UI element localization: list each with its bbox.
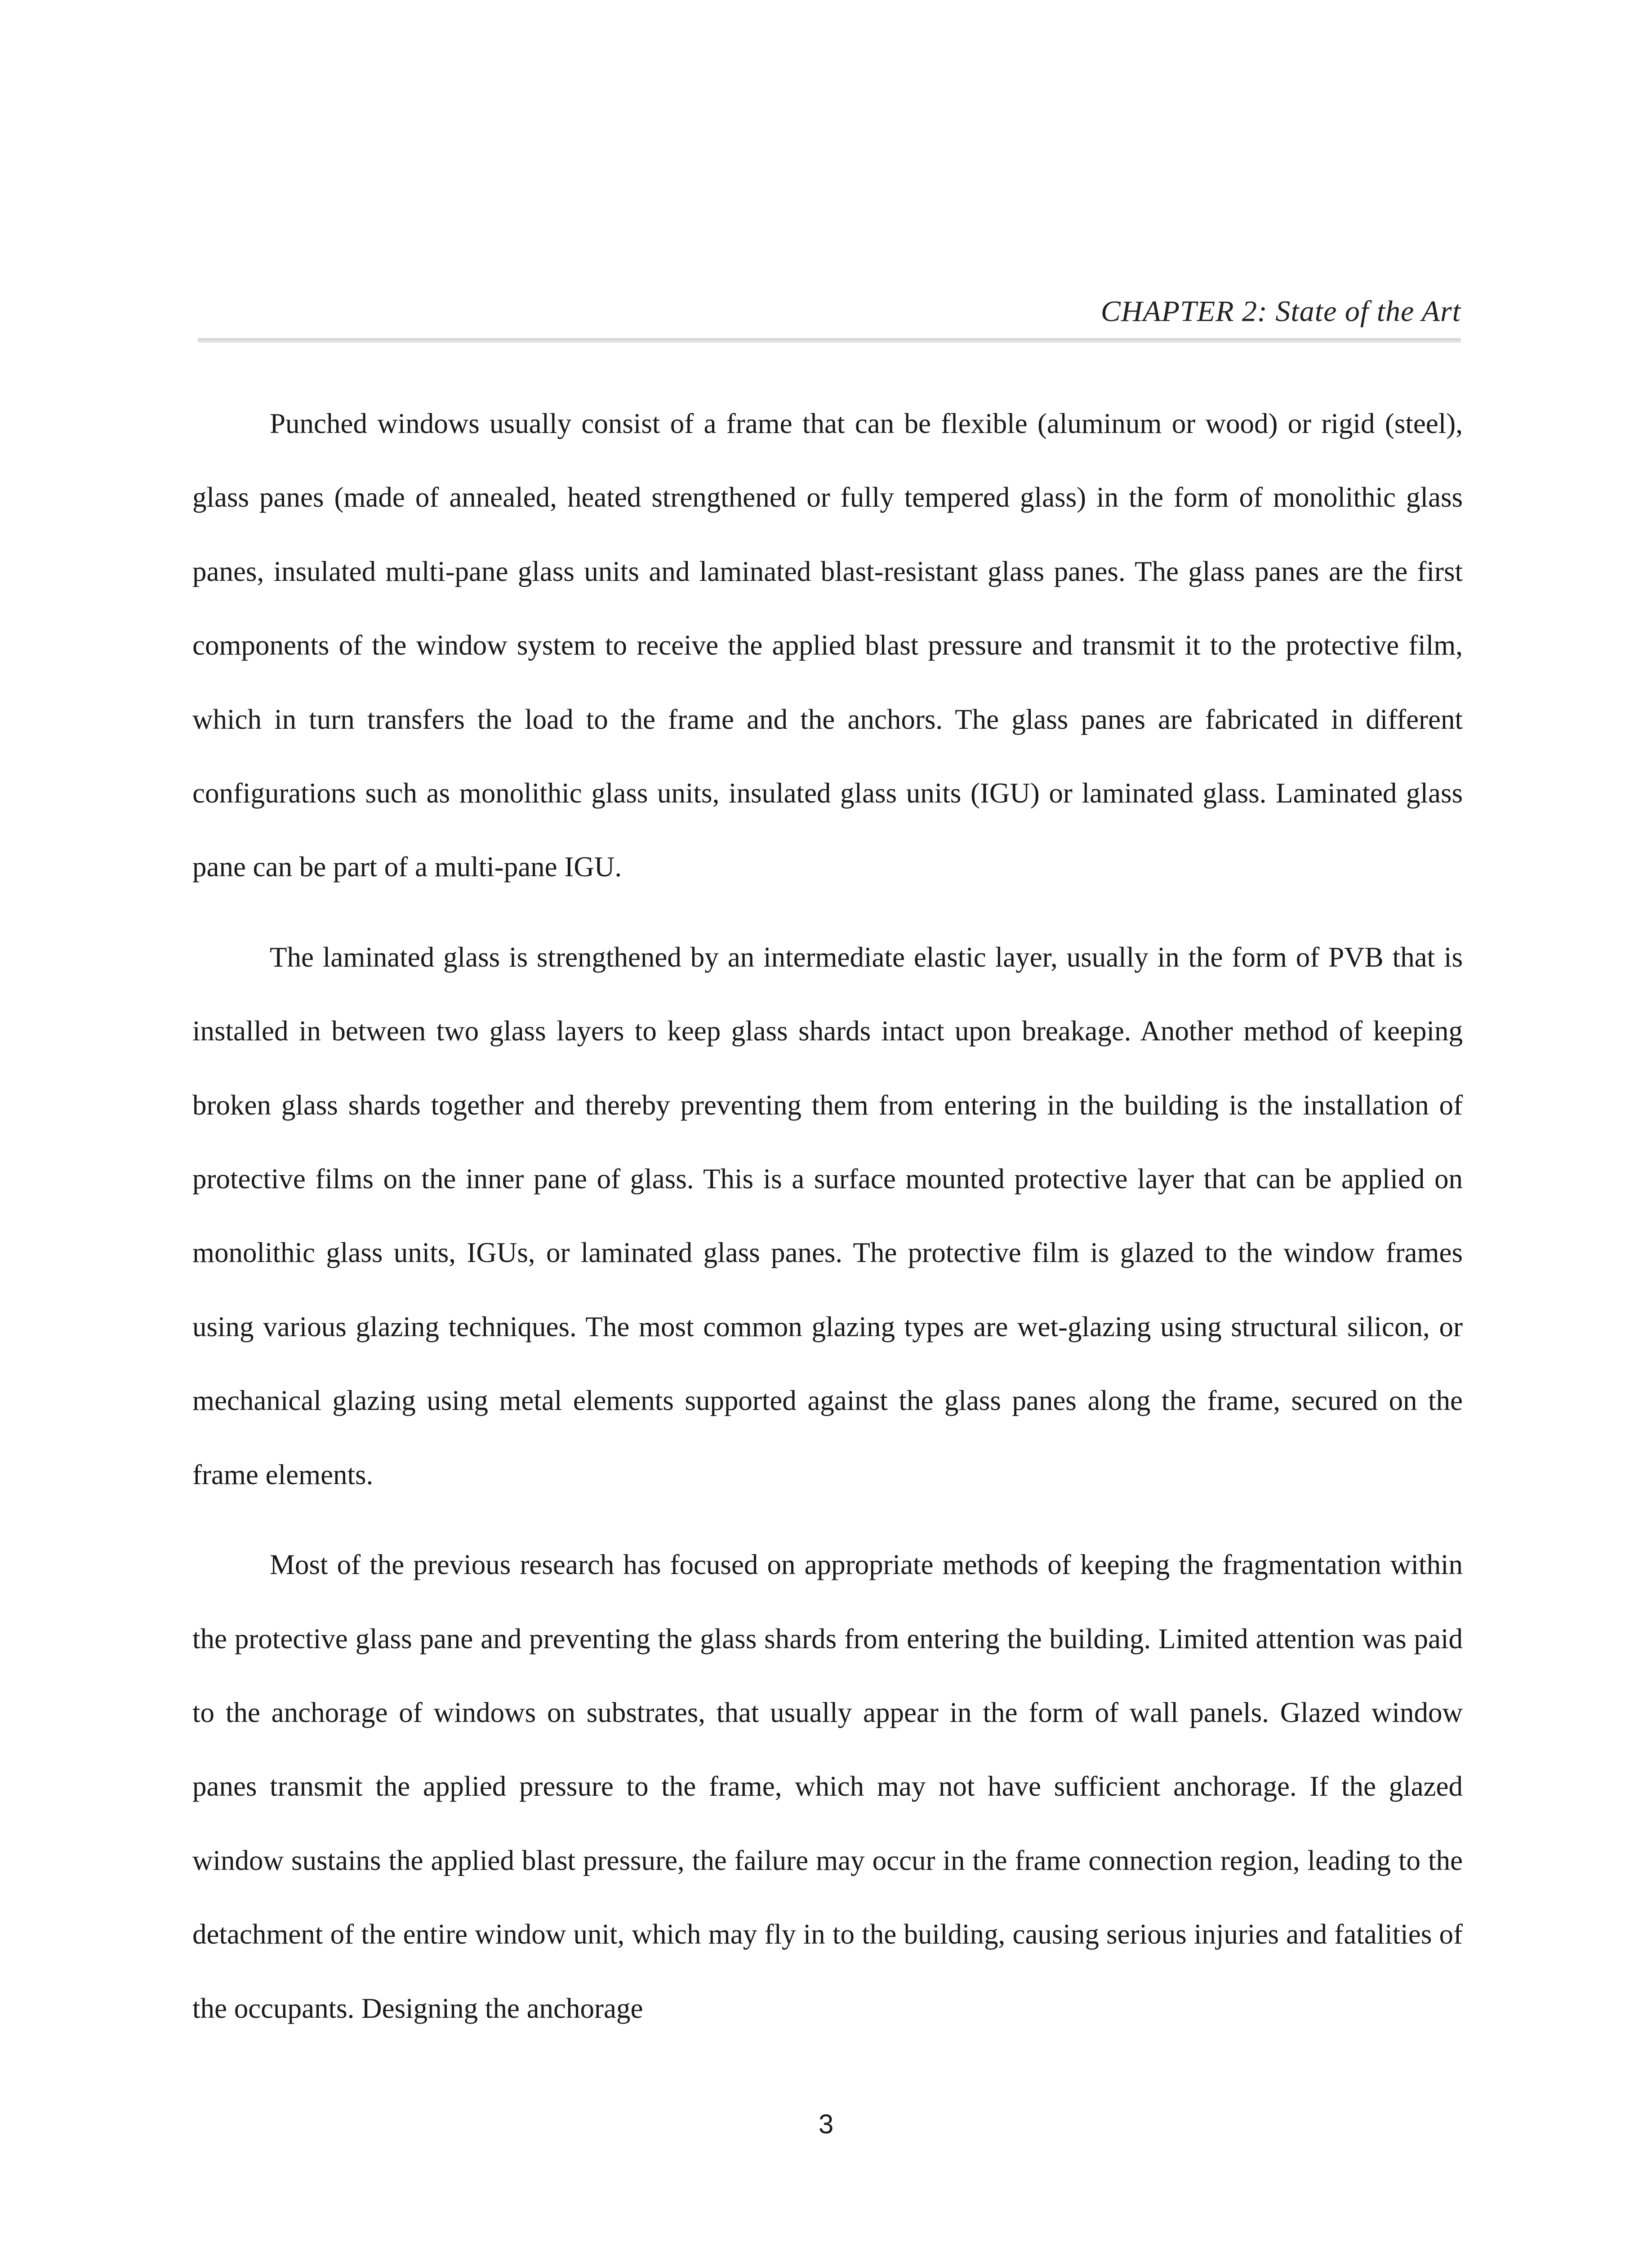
header-divider <box>198 338 1461 343</box>
paragraph-2: The laminated glass is strengthened by an intermediate elastic layer, usually in the form of PVB that is installed in between two glass layers to keep glass shards intact upon breakage. Another method of keeping broken glass shards together and thereby preventing them from entering in the building is the installation of protective films on the inner pane of glass. This is a surface mounted protective layer that can be applied on monolithic glass units, IGUs, or laminated glass panes. The protective film is glazed to the window frames using various glazing techniques. The most common glazing types are wet-glazing using structural silicon, or mechanical glazing using metal elements supported against the glass panes along the frame, secured on the frame elements. <box>192 941 1463 1490</box>
paragraph-3: Most of the previous research has focused on appropriate methods of keeping the fragmentation within the protective glass pane and preventing the glass shards from entering the building. Limited attention was paid to the anchorage of windows on substrates, that usually appear in the form of wall panels. Glazed window panes transmit the applied pressure to the frame, which may not have sufficient anchorage. If the glazed window sustains the applied blast pressure, the failure may occur in the frame connection region, leading to the detachment of the entire window unit, which may fly in to the building, causing serious injuries and fatalities of the occupants. Designing the anchorage <box>192 1549 1463 2024</box>
body-text <box>192 387 1463 2045</box>
paragraph-1: Punched windows usually consist of a frame that can be flexible (aluminum or wood) or rigid (steel), glass panes (made of annealed, heated strengthened or fully tempered glass) in the form of monolithic glass panes, insulated multi-pane glass units and laminated blast-resistant glass panes. The glass panes are the first components of the window system to receive the applied blast pressure and transmit it to the protective film, which in turn transfers the load to the frame and the anchors. The glass panes are fabricated in different configurations such as monolithic glass units, insulated glass units (IGU) or laminated glass. Laminated glass pane can be part of a multi-pane IGU. <box>192 408 1463 883</box>
page-number: 3 <box>818 2109 834 2139</box>
running-header: CHAPTER 2: State of the Art <box>1100 295 1461 328</box>
